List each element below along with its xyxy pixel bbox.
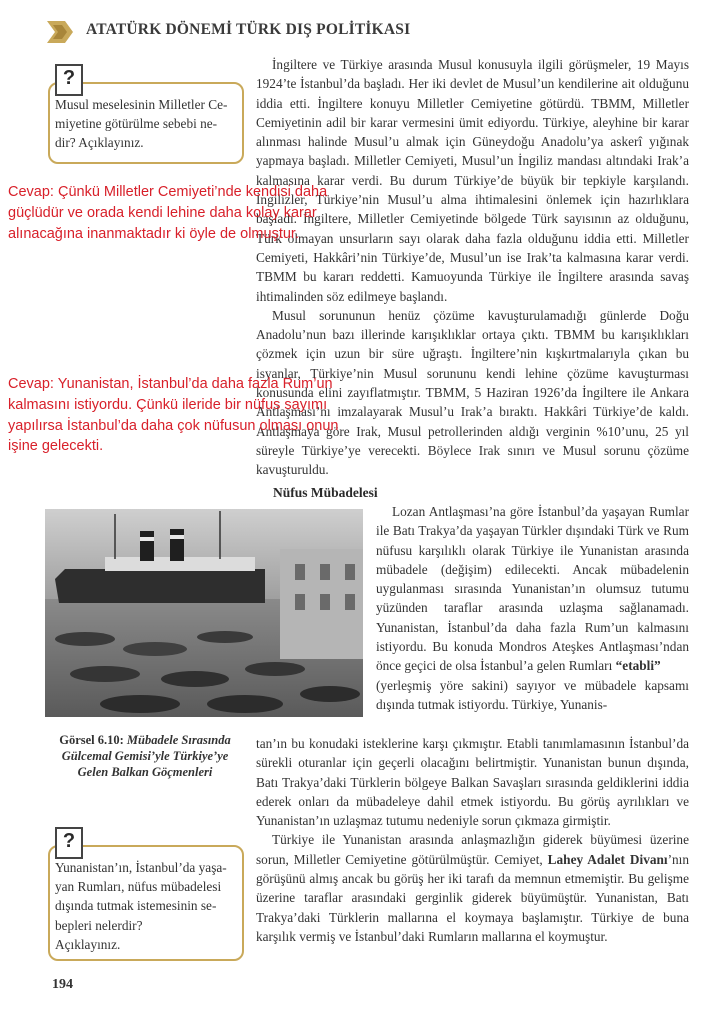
- paragraph-mubadele-1: [376, 502, 689, 714]
- body-text-wide: [256, 734, 689, 946]
- paragraph-mubadele-text-end: (yerleşmiş yöre sakini) sayıyor ve mübadele kapsamı dışında tutmak istiyordu. Türkiye, Yunanis-: [376, 677, 689, 712]
- caption-text: Mübadele Sırasında Gülcemal Gemisi’yle Türkiye’ye Gelen Balkan Göçmenleri: [61, 733, 231, 779]
- page-number: 194: [52, 977, 73, 992]
- answer-2-overlay: Cevap: Yunanistan, İstanbul’da daha fazla Rum’un kalmasını istiyordu. Çünkü ileride bir nüfus sayımı yapılırsa İstanbul’da daha çok nüfusun olması onun işine gelecekti.: [8, 376, 339, 455]
- paragraph-mubadele-3: [256, 830, 689, 946]
- section-title: Nüfus Mübadelesi: [273, 485, 378, 500]
- question-mark-icon: ?: [55, 64, 83, 96]
- paragraph-mubadele-2: tan’ın bu konudaki isteklerine karşı çıkmıştır. Etabli tanımlamasının İstanbul’da sürekli oturanlar için geçerli olacağını belirtmiştir. Yunanistan bunun dışında, Batı Trakya’daki Türklerin bölgeye Balkan Savaşları sırasında geldiklerini iddia ederek onları da mübadeleye dahil etmek istiyordu. Bu görüş ayrılıkları ve Yunanistan’ın uzlaşmaz tutumu nedeniyle sorun çıkmaza girmiştir.: [256, 736, 689, 829]
- paragraph-mubadele-3-text: Türkiye ile Yunanistan arasında anlaşmazlığın giderek büyümesi üzerine sorun, Milletler Cemiyetine götürülmüştür. Cemiyet,: [256, 832, 689, 867]
- caption-label: Görsel 6.10:: [59, 733, 124, 747]
- steamship-harbor-photo: [45, 509, 363, 717]
- answer-1-overlay: Cevap: Çünkü Milletler Cemiyeti’nde kendisi daha güçlüdür ve orada kendi lehine daha kolay karar alınacağına inanmaktadır ki öyle de olmuştur.: [8, 184, 328, 242]
- photo-caption: [45, 732, 245, 780]
- paragraph-musul-2: Musul sorununun henüz çözüme kavuşturulamadığı günlerde Doğu Anadolu’nun bazı illerinde karışıklıklar ortaya çıktı. TBMM bu karışıklıkları çözmek için uzun bir süre uğraştı. İngiltere’nin kışkırtmalarıyla çıkan bu isyanlar, Türkiye’nin Musul sorununu kendi lehine çözüme kavuşturması konusunda elini zayıflatmıştır. TBMM, 5 Haziran 1926’da İngiltere ile Ankara Antlaşması’nı imzalayarak Musul’u Irak’a bıraktı. Hakkâri Türkiye’de kaldı. Antlaşmaya göre Irak, Musul petrollerinden aldığı verginin %10’unu, 25 yıl süreyle Türkiye’ye verecekti. Böylece Irak sınırı ve Musul sorunu çözüme kavuşturuldu.: [256, 307, 689, 478]
- body-text-side: [376, 502, 689, 714]
- chapter-title: ATATÜRK DÖNEMİ TÜRK DIŞ POLİTİKASI: [86, 21, 411, 38]
- question-1-text: Musul meselesinin Milletler Ce- miyetine götürülme sebebi ne- dir? Açıklayınız.: [55, 97, 228, 151]
- term-etabli: “etabli”: [615, 658, 661, 674]
- question-2-text: Yunanistan’ın, İstanbul’da yaşa- yan Rumları, nüfus mübadelesi dışında tutmak istemesinin se- bepleri nelerdir? Açıklayınız.: [55, 860, 227, 952]
- paragraph-mubadele-3-end: ’nın görüşünü almış ancak bu görüş her iki tarafı da memnun etmemiştir. Bu gelişme üzerine taraflar arasındaki gerginlik giderek büyümüştür. Yunanistan, Batı Trakya’daki Türklerin mallarına el koymaya başlamıştır. Türkiye de buna karşılık vermiş ve İstanbul’daki Rumların mallarına el koymuştur.: [256, 851, 690, 944]
- chevron-badge-icon: [45, 19, 75, 45]
- paragraph-mubadele-text: Lozan Antlaşması’na göre İstanbul’da yaşayan Rumlar ile Batı Trakya’da yaşayan Türkler dışındaki Türk ve Rum nüfusu karşılıklı olarak Türkiye ile Yunanistan arasında mübadele (değişim) edilecekti. Ancak mübadelenin uygulanması sırasında Yunanistan’ın olumsuz tutumu yüzünden taraflar arasında uzlaşma sağlanamadı. Yunanistan, İstanbul’da daha fazla Rum’un kalmasını istiyordu. Bu konuda Mondros Ateşkes Antlaşması’ndan önce geçici de olsa İstanbul’a gelen Rumları: [376, 504, 689, 674]
- paragraph-musul-1: İngiltere ve Türkiye arasında Musul konusuyla ilgili görüşmeler, 19 Mayıs 1924’te İstanbul’da başladı. Her iki devlet de Musul’un kendilerine ait olduğunu iddia etti. İngiltere konuyu Milletler Cemiyetine götürdü. TBMM, Milletler Cemiyetinin adil bir karar vermesini ümit ediyordu. Türkiye, aleyhine bir karar alınması halinde Musul’u almak için Güneydoğu Anadolu’ya askerî yığınak yapmaya başladı. Milletler Cemiyeti, Musul’un İngiliz mandası altındaki Irak’a kalmasına karar verdi. Bu durum Türkiye’de büyük bir tepkiyle karşılandı. İngilizler, Türkiye’nin Musul’u alma ihtimalesini önlemek için hazırlıklara başladı. İngiltere, Milletler Cemiyetinde bölgede Türk sayısının az olduğunu, Türk olmayan unsurların sayı olarak daha fazla olduğunu iddia etti. Milletler Cemiyeti, Hakkâri’nin Türkiye’de, Musul’un ise Irak’ta kalmasına karar verdi. TBMM bu kararı reddetti. Kamuoyunda Türkiye ile İngiltere arasında savaş ihtimalinden söz edilmeye başlandı.: [256, 57, 689, 304]
- question-mark-icon: ?: [55, 827, 83, 859]
- term-lahey: Lahey Adalet Divanı: [547, 851, 668, 867]
